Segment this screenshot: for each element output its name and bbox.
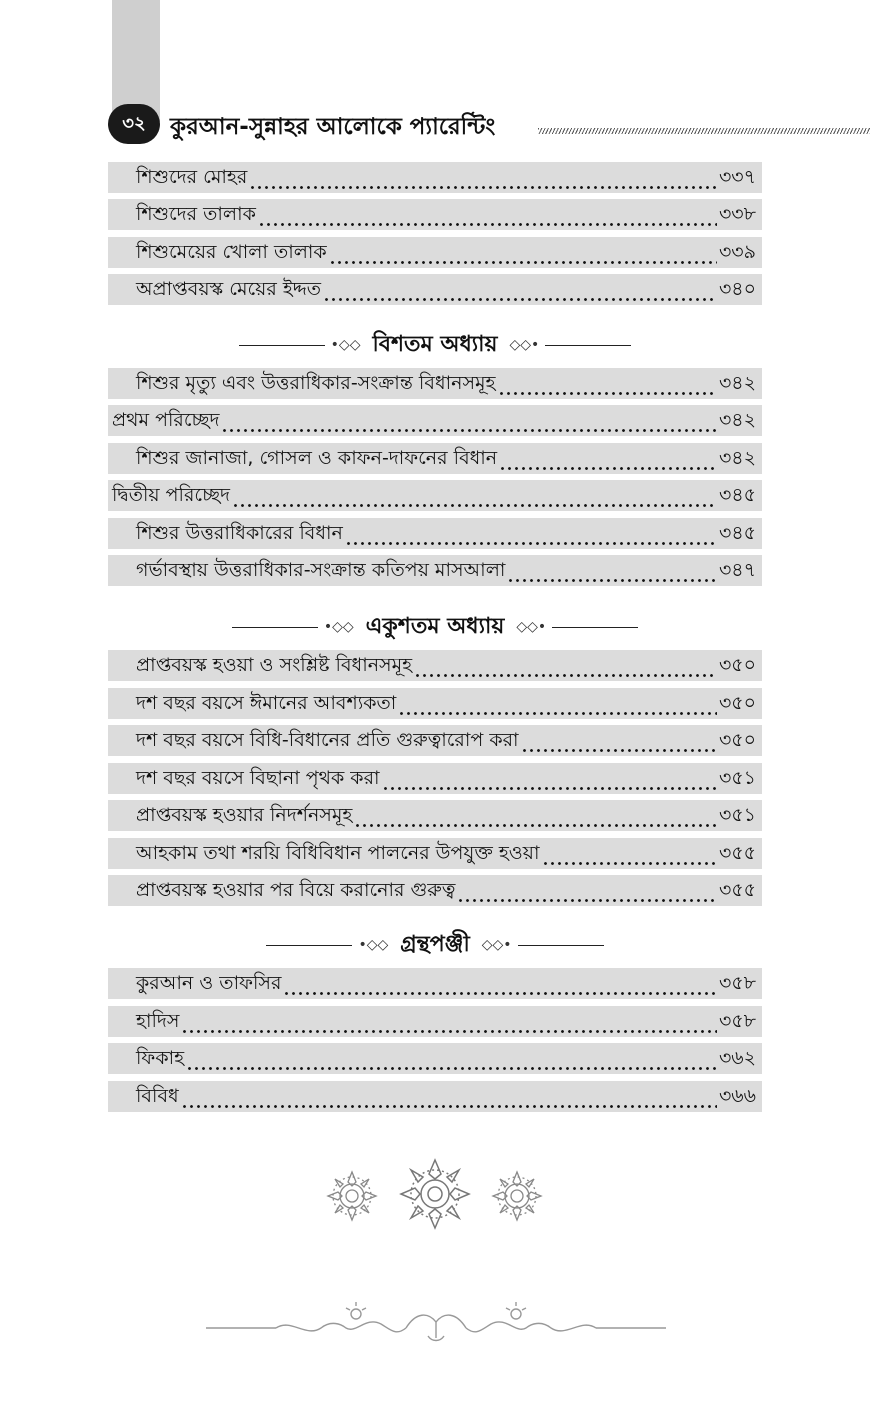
leader-dots bbox=[521, 725, 717, 756]
toc-entry-page: ৩৪২ bbox=[718, 409, 756, 431]
leader-dots bbox=[345, 518, 717, 549]
toc-entry-title: ফিকাহ bbox=[136, 1047, 185, 1069]
toc-entry-title: আহকাম তথা শরয়ি বিধিবিধান পালনের উপযুক্ত হওয়া bbox=[136, 842, 540, 864]
toc-entry bbox=[108, 368, 762, 399]
toc-entry bbox=[108, 274, 762, 305]
ornament-icon: ◇◇• bbox=[509, 337, 540, 353]
toc-entry-page: ৩৫০ bbox=[718, 692, 756, 714]
chapter-heading-label: গ্রন্থপঞ্জী bbox=[400, 931, 470, 957]
mandala-icon-right bbox=[493, 1172, 541, 1220]
heading-rule-right bbox=[545, 345, 631, 346]
leader-dots bbox=[507, 555, 717, 586]
toc-entry bbox=[108, 555, 762, 586]
toc-entry-title: বিবিধ bbox=[136, 1085, 179, 1107]
toc-entry-title: প্রথম পরিচ্ছেদ bbox=[112, 409, 220, 431]
toc-entry-page: ৩৪২ bbox=[718, 372, 756, 394]
toc-entry-title: অপ্রাপ্তবয়স্ক মেয়ের ইদ্দত bbox=[136, 278, 322, 300]
toc-entry-page: ৩৫০ bbox=[718, 654, 756, 676]
heading-rule-left bbox=[239, 345, 325, 346]
leader-dots bbox=[542, 838, 717, 869]
leader-dots bbox=[232, 480, 717, 511]
leader-dots bbox=[181, 1006, 717, 1037]
leader-dots bbox=[498, 368, 717, 399]
leader-dots bbox=[499, 443, 717, 474]
toc-entry-title: শিশুর মৃত্যু এবং উত্তরাধিকার-সংক্রান্ত বিধানসমূহ bbox=[136, 372, 496, 394]
toc-entry bbox=[108, 199, 762, 230]
toc-entry-title: গর্ভাবস্থায় উত্তরাধিকার-সংক্রান্ত কতিপয় মাসআলা bbox=[136, 559, 506, 581]
toc-entry-page: ৩৪৫ bbox=[718, 484, 756, 506]
toc-entry-title: হাদিস bbox=[136, 1010, 180, 1032]
leader-dots bbox=[258, 199, 717, 230]
leader-dots bbox=[283, 968, 717, 999]
chapter-heading-label: বিশতম অধ্যায় bbox=[372, 331, 498, 357]
leader-dots bbox=[249, 162, 717, 193]
toc-entry bbox=[108, 838, 762, 869]
leader-dots bbox=[354, 800, 717, 831]
toc-entry-page: ৩৫১ bbox=[718, 804, 756, 826]
toc-entry-title: শিশুর উত্তরাধিকারের বিধান bbox=[136, 522, 343, 544]
toc-entry bbox=[108, 968, 762, 999]
leader-dots bbox=[457, 875, 717, 906]
header-hatch-rule bbox=[538, 128, 870, 134]
running-header bbox=[108, 102, 870, 148]
mandala-icon-center bbox=[401, 1160, 469, 1228]
mandala-ornament-row bbox=[0, 1156, 870, 1236]
toc-entry bbox=[108, 443, 762, 474]
leader-dots bbox=[186, 1043, 717, 1074]
heading-rule-right bbox=[518, 945, 604, 946]
toc-entry-title: শিশুমেয়ের খোলা তালাক bbox=[136, 241, 327, 263]
toc-entry-page: ৩৫৫ bbox=[718, 879, 756, 901]
toc-entry bbox=[108, 480, 762, 511]
toc-entry-title: প্রাপ্তবয়স্ক হওয়া ও সংশ্লিষ্ট বিধানসমূহ bbox=[136, 654, 413, 676]
chapter-heading-label: একুশতম অধ্যায় bbox=[365, 613, 505, 639]
toc-entry-page: ৩৬৬ bbox=[718, 1085, 756, 1107]
ornament-icon: •◇◇ bbox=[323, 619, 354, 635]
toc-entry bbox=[108, 875, 762, 906]
chapter-heading bbox=[108, 610, 762, 644]
toc-entry bbox=[108, 800, 762, 831]
leader-dots bbox=[398, 688, 717, 719]
toc-entry bbox=[108, 1006, 762, 1037]
flourish-divider bbox=[206, 1298, 666, 1348]
ornament-icon: ◇◇• bbox=[481, 937, 512, 953]
toc-entry bbox=[108, 162, 762, 193]
heading-rule-right bbox=[552, 627, 638, 628]
leader-dots bbox=[329, 237, 717, 268]
mandala-icon-left bbox=[328, 1172, 376, 1220]
chapter-heading bbox=[108, 928, 762, 962]
toc-entry bbox=[108, 725, 762, 756]
toc-entry-page: ৩৩৭ bbox=[718, 166, 756, 188]
toc-entry-title: শিশুদের মোহর bbox=[136, 166, 248, 188]
toc-entry-title: দশ বছর বয়সে বিধি-বিধানের প্রতি গুরুত্বারোপ করা bbox=[136, 729, 519, 751]
toc-entry-title: দশ বছর বয়সে ঈমানের আবশ্যকতা bbox=[136, 692, 397, 714]
toc-entry-page: ৩৫০ bbox=[718, 729, 756, 751]
leader-dots bbox=[414, 650, 717, 681]
heading-rule-left bbox=[232, 627, 318, 628]
ornament-icon: •◇◇ bbox=[330, 337, 361, 353]
toc-entry-title: শিশুর জানাজা, গোসল ও কাফন-দাফনের বিধান bbox=[136, 447, 498, 469]
toc-entry-title: কুরআন ও তাফসির bbox=[136, 972, 282, 994]
ornament-icon: ◇◇• bbox=[516, 619, 547, 635]
heading-rule-left bbox=[266, 945, 352, 946]
leader-dots bbox=[221, 405, 716, 436]
toc-entry-page: ৩৬২ bbox=[718, 1047, 756, 1069]
toc-entry-title: দশ বছর বয়সে বিছানা পৃথক করা bbox=[136, 767, 380, 789]
toc-entry-page: ৩৫৫ bbox=[718, 842, 756, 864]
toc-entry-page: ৩৪৫ bbox=[718, 522, 756, 544]
toc-entry bbox=[108, 518, 762, 549]
toc-entry-page: ৩৪০ bbox=[718, 278, 756, 300]
leader-dots bbox=[181, 1081, 717, 1112]
toc-entry-page: ৩৩৯ bbox=[718, 241, 756, 263]
chapter-heading bbox=[108, 328, 762, 362]
toc-entry bbox=[108, 650, 762, 681]
running-title: কুরআন-সুন্নাহর আলোকে প্যারেন্টিং bbox=[170, 114, 496, 140]
toc-entry-page: ৩৫৮ bbox=[718, 1010, 756, 1032]
toc-entry bbox=[108, 237, 762, 268]
toc-entry-page: ৩৫৮ bbox=[718, 972, 756, 994]
leader-dots bbox=[323, 274, 717, 305]
toc-entry-page: ৩৪২ bbox=[718, 447, 756, 469]
ornament-icon: •◇◇ bbox=[358, 937, 389, 953]
toc-entry-title: দ্বিতীয় পরিচ্ছেদ bbox=[112, 484, 231, 506]
page-number: ৩২ bbox=[108, 104, 160, 144]
toc-entry bbox=[108, 763, 762, 794]
toc-entry-page: ৩৫১ bbox=[718, 767, 756, 789]
toc-entry bbox=[108, 1081, 762, 1112]
toc-entry bbox=[108, 1043, 762, 1074]
toc-entry-title: প্রাপ্তবয়স্ক হওয়ার নিদর্শনসমূহ bbox=[136, 804, 353, 826]
toc-entry-title: শিশুদের তালাক bbox=[136, 203, 256, 225]
toc-entry-page: ৩৩৮ bbox=[718, 203, 756, 225]
toc-entry-title: প্রাপ্তবয়স্ক হওয়ার পর বিয়ে করানোর গুরুত্ব bbox=[136, 879, 456, 901]
leader-dots bbox=[382, 763, 717, 794]
toc-entry bbox=[108, 688, 762, 719]
toc-entry-page: ৩৪৭ bbox=[718, 559, 756, 581]
toc-entry bbox=[108, 405, 762, 436]
